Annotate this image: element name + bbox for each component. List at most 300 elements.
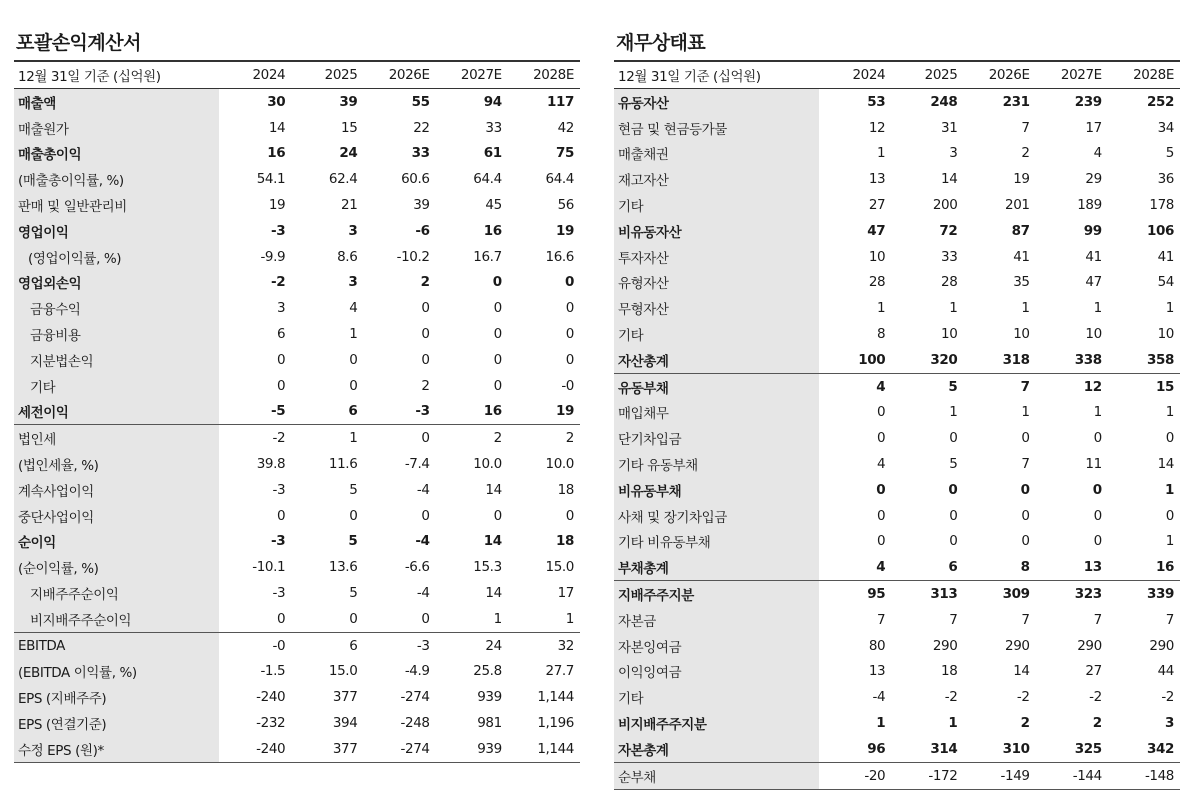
row-value: 7 <box>963 373 1035 399</box>
row-value: 4 <box>1093 145 1102 162</box>
row-label: 순부채 <box>614 762 819 789</box>
row-value: 0 <box>277 351 286 368</box>
table-row <box>614 373 1180 399</box>
table-row <box>14 684 580 710</box>
row-value: 7 <box>877 611 886 628</box>
row-value: 2 <box>436 425 508 451</box>
row-value: 3 <box>348 222 358 239</box>
header-year: 2024 <box>819 61 891 89</box>
row-value: 0 <box>565 507 574 524</box>
row-value: 87 <box>1011 222 1030 239</box>
table-row <box>14 321 580 347</box>
row-value: 14 <box>485 481 502 498</box>
row-value: 35 <box>1013 274 1030 291</box>
row-value: 6 <box>277 326 286 343</box>
row-value: -3 <box>271 533 286 550</box>
row-label: 매출채권 <box>614 141 819 167</box>
row-value: 41 <box>1013 248 1030 265</box>
row-value: 10 <box>868 248 886 265</box>
table-row <box>14 659 580 685</box>
table-row <box>14 606 580 632</box>
row-value: 0 <box>349 610 358 627</box>
row-label: 부채총계 <box>614 554 819 580</box>
row-value: 0 <box>948 481 958 498</box>
row-value: -2 <box>944 689 958 706</box>
table-row <box>14 141 580 167</box>
row-value: -7.4 <box>404 456 430 473</box>
row-value: 0 <box>876 481 886 498</box>
row-label: 자본잉여금 <box>614 633 819 659</box>
row-value: 325 <box>1074 740 1102 757</box>
row-value: 24 <box>436 632 508 658</box>
row-value: 0 <box>421 507 430 524</box>
row-label: 매출원가 <box>14 115 219 141</box>
table-row <box>614 762 1180 789</box>
row-value: 19 <box>556 403 574 420</box>
row-value: 15.0 <box>545 559 574 576</box>
row-value: 62.4 <box>328 171 358 188</box>
table-row <box>14 580 580 606</box>
row-label: 기타 <box>614 192 819 218</box>
table-row <box>614 710 1180 736</box>
row-value: 60.6 <box>401 171 430 188</box>
row-value: 64.4 <box>473 171 502 188</box>
table-row <box>614 451 1180 477</box>
row-value: 117 <box>547 93 574 110</box>
row-value: 2 <box>420 274 430 291</box>
header-year: 2024 <box>219 61 291 89</box>
table-row <box>614 270 1180 296</box>
table-row <box>14 451 580 477</box>
row-value: 0 <box>493 326 502 343</box>
row-value: 10 <box>1085 326 1102 343</box>
row-value: 0 <box>421 300 430 317</box>
row-value: 7 <box>1093 611 1102 628</box>
row-value: 1 <box>1093 300 1102 317</box>
row-value: 358 <box>1147 351 1174 368</box>
table-row <box>14 115 580 141</box>
row-value: -2 <box>1016 689 1030 706</box>
row-label: EBITDA <box>14 632 219 658</box>
header-year: 2028E <box>1108 61 1180 89</box>
row-value: -172 <box>891 762 963 789</box>
row-value: 95 <box>819 581 891 607</box>
row-value: 0 <box>493 377 502 394</box>
row-value: 39.8 <box>256 456 286 473</box>
row-value: 28 <box>941 274 958 291</box>
table-row <box>614 736 1180 762</box>
income-statement-table <box>14 60 580 763</box>
row-value: 16 <box>483 222 502 239</box>
income-statement-title: 포괄손익계산서 <box>16 32 141 54</box>
row-value: -10.1 <box>252 559 286 576</box>
row-value: 0 <box>949 533 958 550</box>
row-label: 계속사업이익 <box>14 477 219 503</box>
row-value: 33 <box>485 119 502 136</box>
table-row <box>614 115 1180 141</box>
row-label: 금융비용 <box>14 321 219 347</box>
table-row <box>14 736 580 762</box>
row-value: 200 <box>932 197 958 214</box>
row-value: 25.8 <box>473 663 502 680</box>
row-value: 18 <box>557 481 574 498</box>
row-value: 0 <box>565 300 574 317</box>
row-value: 42 <box>557 119 574 136</box>
row-label: 자산총계 <box>614 347 819 373</box>
row-label: 재고자산 <box>614 166 819 192</box>
row-value: 2 <box>1092 715 1102 732</box>
row-value: 1,144 <box>537 689 574 706</box>
row-value: 4 <box>876 559 886 576</box>
row-label: 매출총이익 <box>14 141 219 167</box>
row-value: 3 <box>1165 715 1174 732</box>
row-value: 17 <box>1085 119 1102 136</box>
table-row <box>614 529 1180 555</box>
row-value: 94 <box>483 93 502 110</box>
row-value: 2 <box>508 425 580 451</box>
table-row <box>614 684 1180 710</box>
row-value: 5 <box>349 585 358 602</box>
row-value: -248 <box>400 715 430 732</box>
row-value: 7 <box>1165 611 1174 628</box>
row-value: 41 <box>1085 248 1102 265</box>
row-value: 24 <box>339 145 358 162</box>
row-label: 자본총계 <box>614 736 819 762</box>
row-value: -274 <box>400 689 430 706</box>
row-value: 14 <box>483 533 502 550</box>
table-row <box>614 218 1180 244</box>
row-value: 318 <box>1002 351 1030 368</box>
row-value: -6 <box>415 222 430 239</box>
row-value: 13 <box>1083 559 1102 576</box>
row-value: -3 <box>271 222 286 239</box>
row-value: 61 <box>483 145 502 162</box>
row-value: -232 <box>256 715 286 732</box>
row-value: 1 <box>1021 404 1030 421</box>
row-value: 939 <box>436 736 508 762</box>
row-label: 세전이익 <box>14 399 219 425</box>
row-value: 3 <box>949 145 958 162</box>
row-value: 1 <box>291 425 363 451</box>
row-value: 16 <box>483 403 502 420</box>
header-label: 12월 31일 기준 (십억원) <box>14 61 219 89</box>
row-value: 309 <box>963 581 1035 607</box>
row-value: 27 <box>868 197 886 214</box>
table-row <box>614 166 1180 192</box>
balance-sheet-table <box>614 60 1180 790</box>
row-value: 14 <box>268 119 286 136</box>
row-value: 290 <box>1005 637 1030 654</box>
row-value: 14 <box>941 171 958 188</box>
row-value: 0 <box>1165 430 1174 447</box>
table-row <box>14 373 580 399</box>
row-value: 0 <box>363 425 435 451</box>
row-value: 290 <box>1149 637 1174 654</box>
row-value: 32 <box>508 632 580 658</box>
row-label: EPS (지배주주) <box>14 684 219 710</box>
row-value: -4 <box>872 689 886 706</box>
row-value: 0 <box>949 430 958 447</box>
row-value: 56 <box>557 197 574 214</box>
row-value: 178 <box>1149 197 1174 214</box>
row-value: -4 <box>415 533 430 550</box>
row-value: 99 <box>1083 222 1102 239</box>
row-label: 기타 유동부채 <box>614 451 819 477</box>
row-value: 0 <box>421 351 430 368</box>
row-value: 10.0 <box>473 456 502 473</box>
row-value: 1 <box>493 610 502 627</box>
row-value: 16 <box>1156 559 1174 576</box>
row-label: 투자자산 <box>614 244 819 270</box>
row-value: 0 <box>1021 533 1030 550</box>
row-value: 1 <box>877 145 886 162</box>
row-value: -2 <box>1161 689 1174 706</box>
row-value: 44 <box>1157 663 1174 680</box>
row-value: 1 <box>1021 300 1030 317</box>
row-label: 지배주주순이익 <box>14 580 219 606</box>
table-row <box>14 632 580 658</box>
row-value: 5 <box>949 456 958 473</box>
row-label: 유동부채 <box>614 373 819 399</box>
row-value: 0 <box>1021 507 1030 524</box>
row-value: 8 <box>1020 559 1030 576</box>
row-value: 0 <box>877 404 886 421</box>
row-value: 54 <box>1157 274 1174 291</box>
row-value: -1.5 <box>260 663 286 680</box>
row-value: 377 <box>291 736 363 762</box>
row-label: 수정 EPS (원)* <box>14 736 219 762</box>
row-value: 0 <box>492 274 502 291</box>
row-value: 0 <box>565 326 574 343</box>
row-value: 339 <box>1108 581 1180 607</box>
row-value: 15 <box>1108 373 1180 399</box>
row-value: 6 <box>348 403 358 420</box>
row-value: 30 <box>267 93 286 110</box>
header-year: 2028E <box>508 61 580 89</box>
row-value: -3 <box>272 585 286 602</box>
row-label: 현금 및 현금등가물 <box>614 115 819 141</box>
row-value: 13.6 <box>328 559 358 576</box>
row-value: -6.6 <box>404 559 430 576</box>
row-value: 239 <box>1074 93 1102 110</box>
row-label: 순이익 <box>14 529 219 555</box>
row-value: 0 <box>1021 430 1030 447</box>
row-value: 106 <box>1147 222 1174 239</box>
row-value: -20 <box>819 762 891 789</box>
row-value: 7 <box>1021 119 1030 136</box>
row-value: 39 <box>339 93 358 110</box>
row-value: 10 <box>1013 326 1030 343</box>
row-value: 75 <box>556 145 574 162</box>
row-value: -240 <box>219 736 291 762</box>
table-row <box>614 477 1180 503</box>
row-value: 2 <box>421 377 430 394</box>
row-value: 72 <box>939 222 958 239</box>
row-label: EPS (연결기준) <box>14 710 219 736</box>
row-label: 매출액 <box>14 89 219 115</box>
row-value: 47 <box>867 222 886 239</box>
row-value: 16.6 <box>545 248 574 265</box>
table-row <box>14 218 580 244</box>
row-value: 0 <box>493 507 502 524</box>
row-value: 377 <box>332 689 358 706</box>
row-value: 290 <box>932 637 958 654</box>
row-value: 16.7 <box>473 248 502 265</box>
row-value: 1 <box>565 610 574 627</box>
row-value: 54.1 <box>256 171 286 188</box>
row-value: 45 <box>485 197 502 214</box>
row-value: 19 <box>556 222 574 239</box>
row-value: 314 <box>930 740 958 757</box>
row-label: 기타 <box>614 321 819 347</box>
row-label: 단기차입금 <box>614 425 819 451</box>
row-label: 자본금 <box>614 607 819 633</box>
row-value: 19 <box>268 197 286 214</box>
table-row <box>14 399 580 425</box>
row-value: 0 <box>949 507 958 524</box>
table-row <box>14 192 580 218</box>
row-value: -0 <box>219 632 291 658</box>
row-value: 15 <box>341 119 358 136</box>
row-value: 7 <box>1021 611 1030 628</box>
table-row <box>614 425 1180 451</box>
row-value: 10.0 <box>545 456 574 473</box>
row-label: 비유동부채 <box>614 477 819 503</box>
row-value: -240 <box>256 689 286 706</box>
row-value: 248 <box>930 93 958 110</box>
row-value: 3 <box>277 300 286 317</box>
row-label: 유형자산 <box>614 270 819 296</box>
row-value: 231 <box>1002 93 1030 110</box>
row-label: 금융수익 <box>14 295 219 321</box>
table-row <box>14 503 580 529</box>
row-value: 5 <box>891 373 963 399</box>
row-value: 29 <box>1085 171 1102 188</box>
row-label: 기타 비유동부채 <box>614 529 819 555</box>
row-label: 지분법손익 <box>14 347 219 373</box>
row-value: 0 <box>493 351 502 368</box>
header-year: 2026E <box>363 61 435 89</box>
row-value: 31 <box>941 119 958 136</box>
row-label: 영업이익 <box>14 218 219 244</box>
row-value: -144 <box>1036 762 1108 789</box>
row-value: 13 <box>868 171 886 188</box>
row-value: 1,144 <box>508 736 580 762</box>
row-label: 무형자산 <box>614 295 819 321</box>
table-row <box>614 633 1180 659</box>
row-value: 28 <box>868 274 886 291</box>
row-value: 0 <box>1093 507 1102 524</box>
table-row <box>14 554 580 580</box>
row-value: 2 <box>1021 145 1030 162</box>
row-label: 기타 <box>14 373 219 399</box>
row-value: 8.6 <box>337 248 358 265</box>
row-value: -2 <box>271 274 286 291</box>
row-value: 0 <box>1092 481 1102 498</box>
table-row <box>14 710 580 736</box>
income-statement-header-row <box>14 61 580 89</box>
table-row <box>614 503 1180 529</box>
table-row <box>614 244 1180 270</box>
row-value: 80 <box>868 637 886 654</box>
row-value: 3 <box>348 274 358 291</box>
row-label: (순이익률, %) <box>14 554 219 580</box>
row-label: (영업이익률, %) <box>14 244 219 270</box>
row-label: 중단사업이익 <box>14 503 219 529</box>
row-value: 36 <box>1157 171 1174 188</box>
table-row <box>614 607 1180 633</box>
row-value: 0 <box>421 610 430 627</box>
row-value: 55 <box>411 93 430 110</box>
row-label: 판매 및 일반관리비 <box>14 192 219 218</box>
table-row <box>614 554 1180 580</box>
row-value: 39 <box>413 197 430 214</box>
row-value: -3 <box>415 403 430 420</box>
row-label: 유동자산 <box>614 89 819 115</box>
row-label: 비지배주주순이익 <box>14 606 219 632</box>
row-value: 47 <box>1085 274 1102 291</box>
row-value: 1 <box>1165 533 1174 550</box>
row-value: 18 <box>941 663 958 680</box>
row-value: 0 <box>877 533 886 550</box>
header-year: 2025 <box>291 61 363 89</box>
table-row <box>14 270 580 296</box>
row-value: 1 <box>1165 300 1174 317</box>
row-value: 0 <box>1093 533 1102 550</box>
row-value: -4.9 <box>404 663 430 680</box>
row-value: 16 <box>267 145 286 162</box>
row-value: 320 <box>930 351 958 368</box>
row-value: -4 <box>416 481 430 498</box>
row-value: 0 <box>349 377 358 394</box>
row-value: 0 <box>877 430 886 447</box>
row-value: 342 <box>1147 740 1174 757</box>
row-value: 1 <box>349 326 358 343</box>
row-value: 96 <box>867 740 886 757</box>
row-label: 이익잉여금 <box>614 659 819 685</box>
header-label: 12월 31일 기준 (십억원) <box>614 61 819 89</box>
header-year: 2027E <box>1036 61 1108 89</box>
row-value: -2 <box>1089 689 1102 706</box>
row-value: 34 <box>1157 119 1174 136</box>
row-value: 14 <box>1013 663 1030 680</box>
table-row <box>614 581 1180 607</box>
row-value: 0 <box>277 507 286 524</box>
row-value: 7 <box>949 611 958 628</box>
row-value: 0 <box>565 274 574 291</box>
row-value: 17 <box>557 585 574 602</box>
row-value: 12 <box>1036 373 1108 399</box>
row-value: 0 <box>277 610 286 627</box>
table-row <box>614 347 1180 373</box>
row-value: 5 <box>349 481 358 498</box>
row-value: -3 <box>272 481 286 498</box>
row-value: 8 <box>877 326 886 343</box>
row-value: 252 <box>1147 93 1174 110</box>
row-value: 27 <box>1085 663 1102 680</box>
row-value: 19 <box>1013 171 1030 188</box>
header-year: 2027E <box>436 61 508 89</box>
row-value: -148 <box>1108 762 1180 789</box>
row-value: 64.4 <box>545 171 574 188</box>
row-value: 981 <box>477 715 502 732</box>
table-row <box>14 295 580 321</box>
header-year: 2026E <box>963 61 1035 89</box>
row-value: -4 <box>416 585 430 602</box>
row-value: 15.0 <box>328 663 358 680</box>
row-value: 323 <box>1036 581 1108 607</box>
row-value: 6 <box>291 632 363 658</box>
